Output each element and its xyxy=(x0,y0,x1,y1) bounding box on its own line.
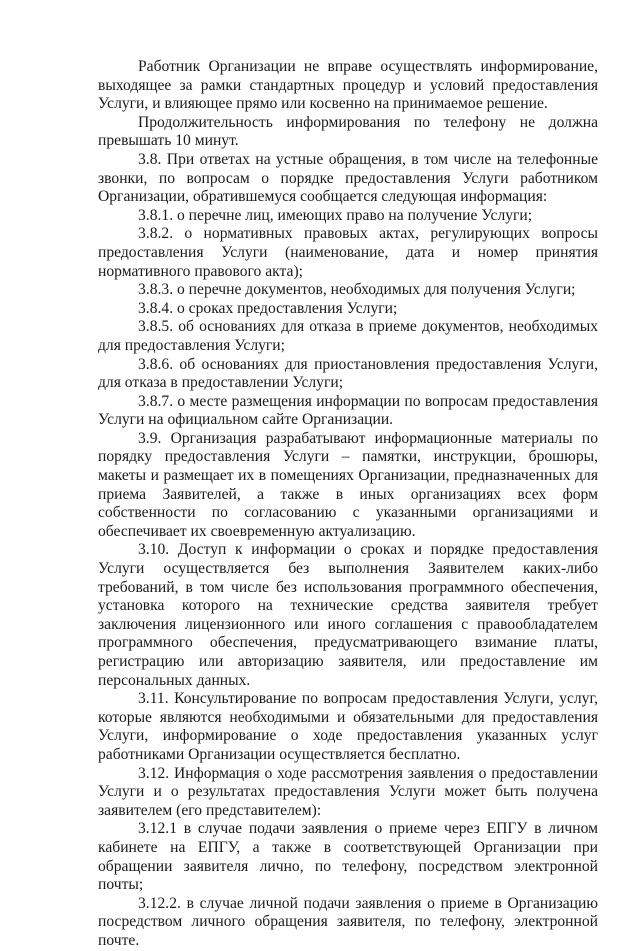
paragraph-3-8: 3.8. При ответах на устные обращения, в том числе на телефонные звонки, по вопросам о порядке предоставления Услуги работником Организации, обратившемуся сообщается следующая информация: xyxy=(98,150,598,206)
paragraph-3-12: 3.12. Информация о ходе рассмотрения заявления о предоставлении Услуги и о результатах предоставления Услуги может быть получена заявителем (его представителем): xyxy=(98,764,598,819)
paragraph-3-12-2: 3.12.2. в случае личной подачи заявления о приеме в Организацию посредством личного обращения заявителя, по телефону, электронной почте. xyxy=(98,894,598,949)
document-page xyxy=(98,58,598,951)
paragraph-3-8-4: 3.8.4. о сроках предоставления Услуги; xyxy=(138,299,398,317)
paragraph-3-8-7: 3.8.7. о месте размещения информации по вопросам предоставления Услуги на официальном сайте Организации. xyxy=(98,392,598,429)
paragraph-3-8-2: 3.8.2. о нормативных правовых актах, регулирующих вопросы предоставления Услуги (наименование, дата и номер принятия нормативного правового акта); xyxy=(98,225,598,280)
paragraph-informing-limits: Работник Организации не вправе осуществлять информирование, выходящее за рамки стандартных процедур и условий предоставления Услуги, и влияющее прямо или косвенно на принимаемое решение. xyxy=(98,58,598,113)
paragraph-3-8-1: 3.8.1. о перечне лиц, имеющих право на получение Услуги; xyxy=(138,206,533,224)
paragraph-3-8-3: 3.8.3. о перечне документов, необходимых для получения Услуги; xyxy=(138,281,576,299)
paragraph-3-10: 3.10. Доступ к информации о сроках и порядке предоставления Услуги осуществляется без выполнения Заявителем каких-либо требований, в том числе без использования программного обеспечения, установка которого на технические средства заявителя требует заключения лицензионного или иного соглашения с правообладателем программного обеспечения, предусматривающего взимание платы, регистрацию или авторизацию заявителя, или предоставление им персональных данных. xyxy=(98,541,598,689)
paragraph-3-8-5: 3.8.5. об основаниях для отказа в приеме документов, необходимых для предоставления Услуги; xyxy=(98,318,598,354)
paragraph-3-11: 3.11. Консультирование по вопросам предоставления Услуги, услуг, которые являются необходимыми и обязательными для предоставления Услуги, информирование о ходе предоставления указанных услуг работниками Организации осуществляется бесплатно. xyxy=(98,690,598,763)
paragraph-3-8-6: 3.8.6. об основаниях для приостановления предоставления Услуги, для отказа в предоставлении Услуги; xyxy=(98,355,598,392)
paragraph-3-9: 3.9. Организация разрабатывают информационные материалы по порядку предоставления Услуги – памятки, инструкции, брошюры, макеты и размещает их в помещениях Организации, предназначенных для приема Заявителей, а также в иных организациях всех форм собственности по согласованию с указанными организациями и обеспечивает их своевременную актуализацию. xyxy=(98,429,598,540)
paragraph-3-12-1: 3.12.1 в случае подачи заявления о приеме через ЕПГУ в личном кабинете на ЕПГУ, а также в соответствующей Организации при обращении заявителя лично, по телефону, посредством электронной почты; xyxy=(98,820,598,894)
paragraph-phone-duration: Продолжительность информирования по телефону не должна превышать 10 минут. xyxy=(98,113,598,150)
